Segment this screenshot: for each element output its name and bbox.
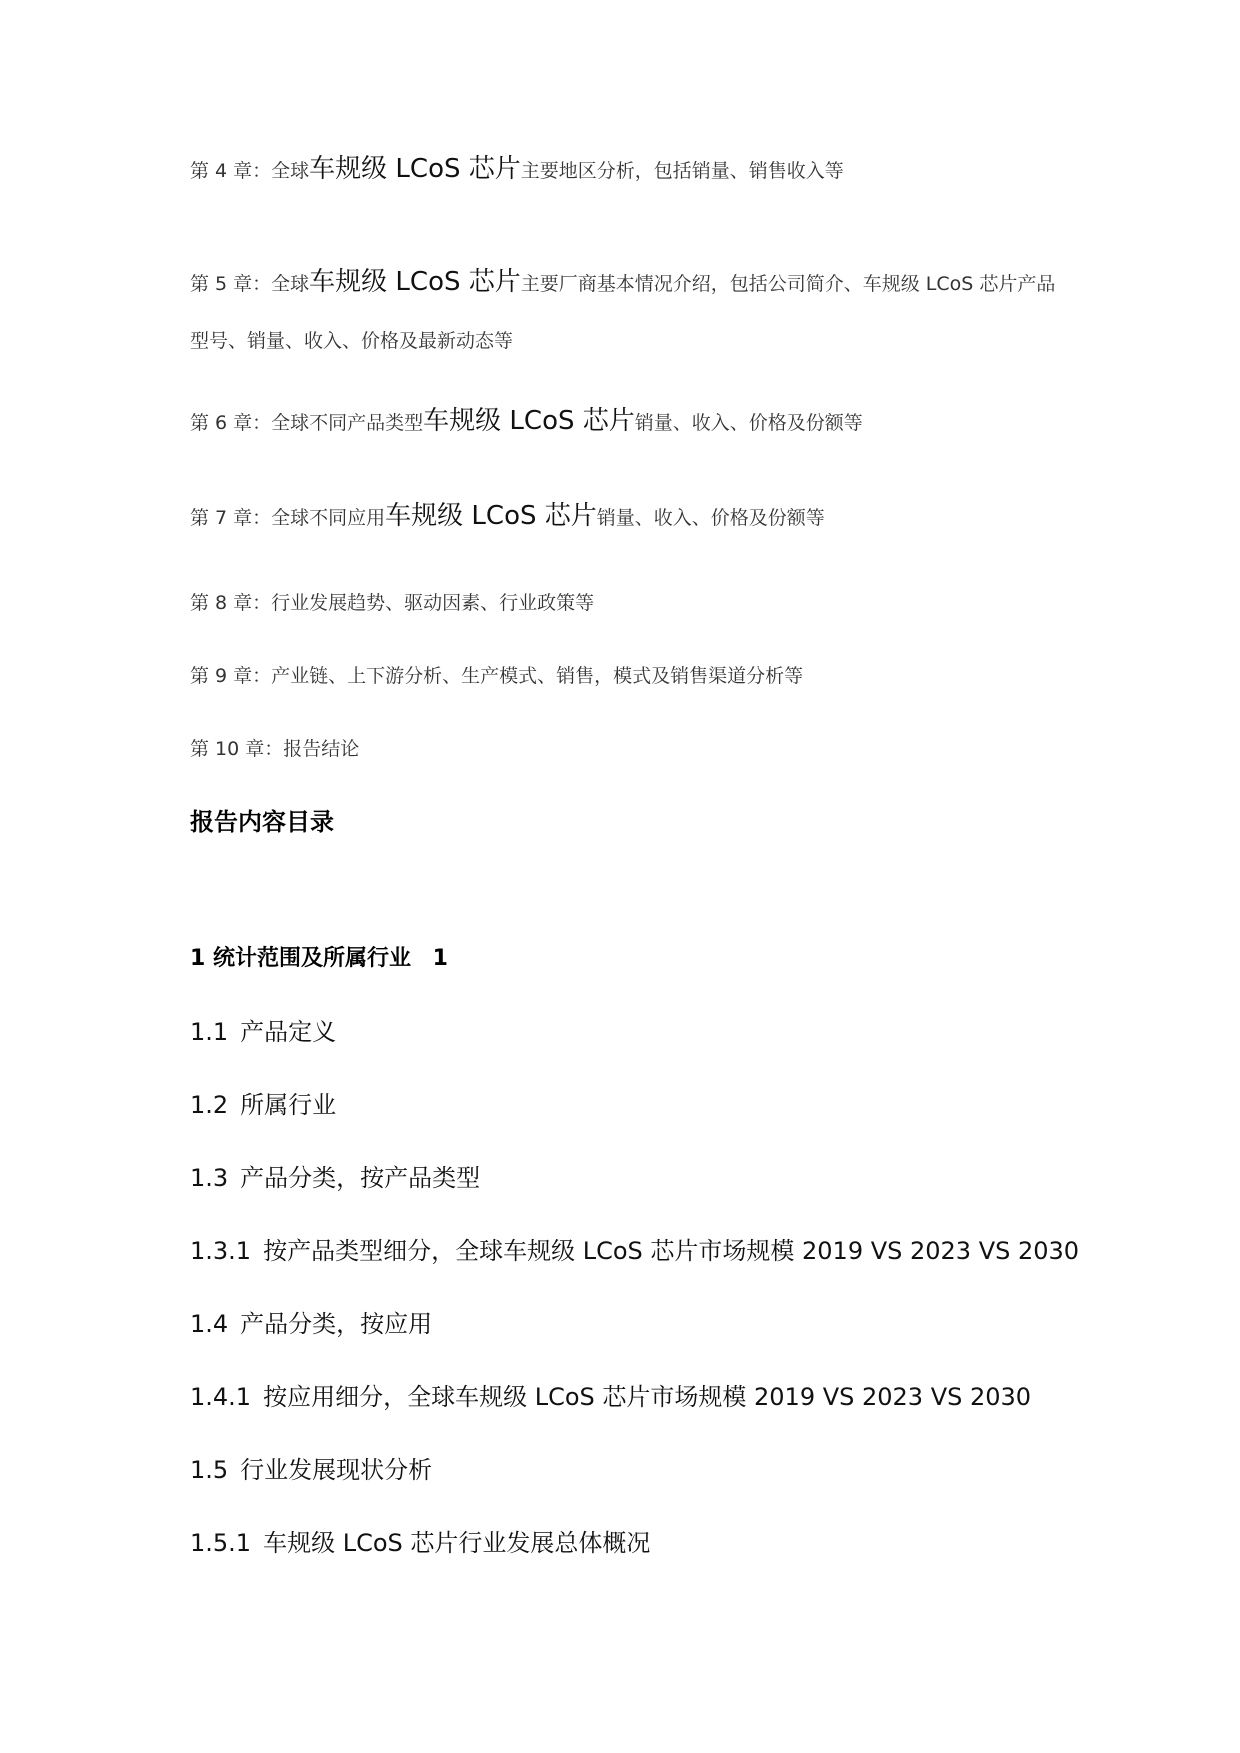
chapter-emph: 车规级 LCoS 芯片 [385, 501, 597, 531]
toc-title: 所属行业 [240, 1091, 337, 1119]
toc-entry-1-2 [190, 1085, 336, 1120]
toc-title: 按应用细分，全球车规级 LCoS 芯片市场规模 2019 VS 2023 VS 2030 [263, 1383, 1032, 1411]
toc-number: 1.2 [190, 1091, 229, 1119]
chapter-suffix: 主要地区分析，包括销量、销售收入等 [520, 160, 844, 182]
chapter-suffix: 销量、收入、价格及份额等 [596, 507, 825, 529]
chapter-prefix: 第 7 章：全球不同应用 [190, 507, 386, 529]
chapter-prefix: 第 6 章：全球不同产品类型 [190, 412, 424, 434]
chapter-emph: 车规级 LCoS 芯片 [309, 154, 521, 184]
toc-number: 1.4.1 [190, 1383, 252, 1411]
chapter-5-line [190, 261, 1055, 298]
toc-title: 产品分类，按应用 [240, 1310, 433, 1338]
chapter-continuation: 型号、销量、收入、价格及最新动态等 [190, 330, 514, 352]
toc-number: 1.5 [190, 1456, 229, 1484]
chapter-9-line: 第 9 章：产业链、上下游分析、生产模式、销售，模式及销售渠道分析等 [190, 665, 804, 687]
toc-title: 行业发展现状分析 [240, 1456, 433, 1484]
chapter-5-continuation [190, 326, 513, 353]
toc-title: 车规级 LCoS 芯片行业发展总体概况 [263, 1529, 651, 1557]
toc-entry-1-4 [190, 1304, 432, 1339]
toc-number: 1 [190, 946, 206, 971]
toc-title: 按产品类型细分，全球车规级 LCoS 芯片市场规模 2019 VS 2023 VS 2030 [263, 1237, 1080, 1265]
toc-entry-1-5 [190, 1450, 432, 1485]
toc-number: 1.5.1 [190, 1529, 252, 1557]
chapter-emph: 车规级 LCoS 芯片 [423, 406, 635, 436]
toc-entry-1-4-1 [190, 1377, 1031, 1412]
toc-title: 产品定义 [240, 1018, 337, 1046]
chapter-8-line: 第 8 章：行业发展趋势、驱动因素、行业政策等 [190, 592, 595, 614]
toc-entry-1-1 [190, 1012, 336, 1047]
toc-heading: 报告内容目录 [190, 808, 334, 836]
chapter-10-line: 第 10 章：报告结论 [190, 738, 360, 760]
toc-number: 1.3.1 [190, 1237, 252, 1265]
toc-number: 1.3 [190, 1164, 229, 1192]
chapter-7-line [190, 495, 825, 532]
chapter-suffix: 主要厂商基本情况介绍，包括公司简介、车规级 LCoS 芯片产品 [520, 273, 1056, 295]
toc-entry-1 [190, 941, 448, 972]
toc-entry-1-3-1 [190, 1231, 1079, 1266]
toc-entry-1-3 [190, 1158, 480, 1193]
chapter-6-line [190, 400, 863, 437]
toc-title: 统计范围及所属行业 [212, 946, 411, 971]
chapter-prefix: 第 4 章：全球 [190, 160, 310, 182]
chapter-suffix: 销量、收入、价格及份额等 [634, 412, 863, 434]
toc-number: 1.4 [190, 1310, 229, 1338]
toc-title: 产品分类，按产品类型 [240, 1164, 481, 1192]
toc-entry-1-5-1 [190, 1523, 650, 1558]
chapter-4-line [190, 148, 844, 185]
toc-page-number: 1 [432, 946, 448, 971]
toc-number: 1.1 [190, 1018, 229, 1046]
chapter-emph: 车规级 LCoS 芯片 [309, 267, 521, 297]
chapter-prefix: 第 5 章：全球 [190, 273, 310, 295]
